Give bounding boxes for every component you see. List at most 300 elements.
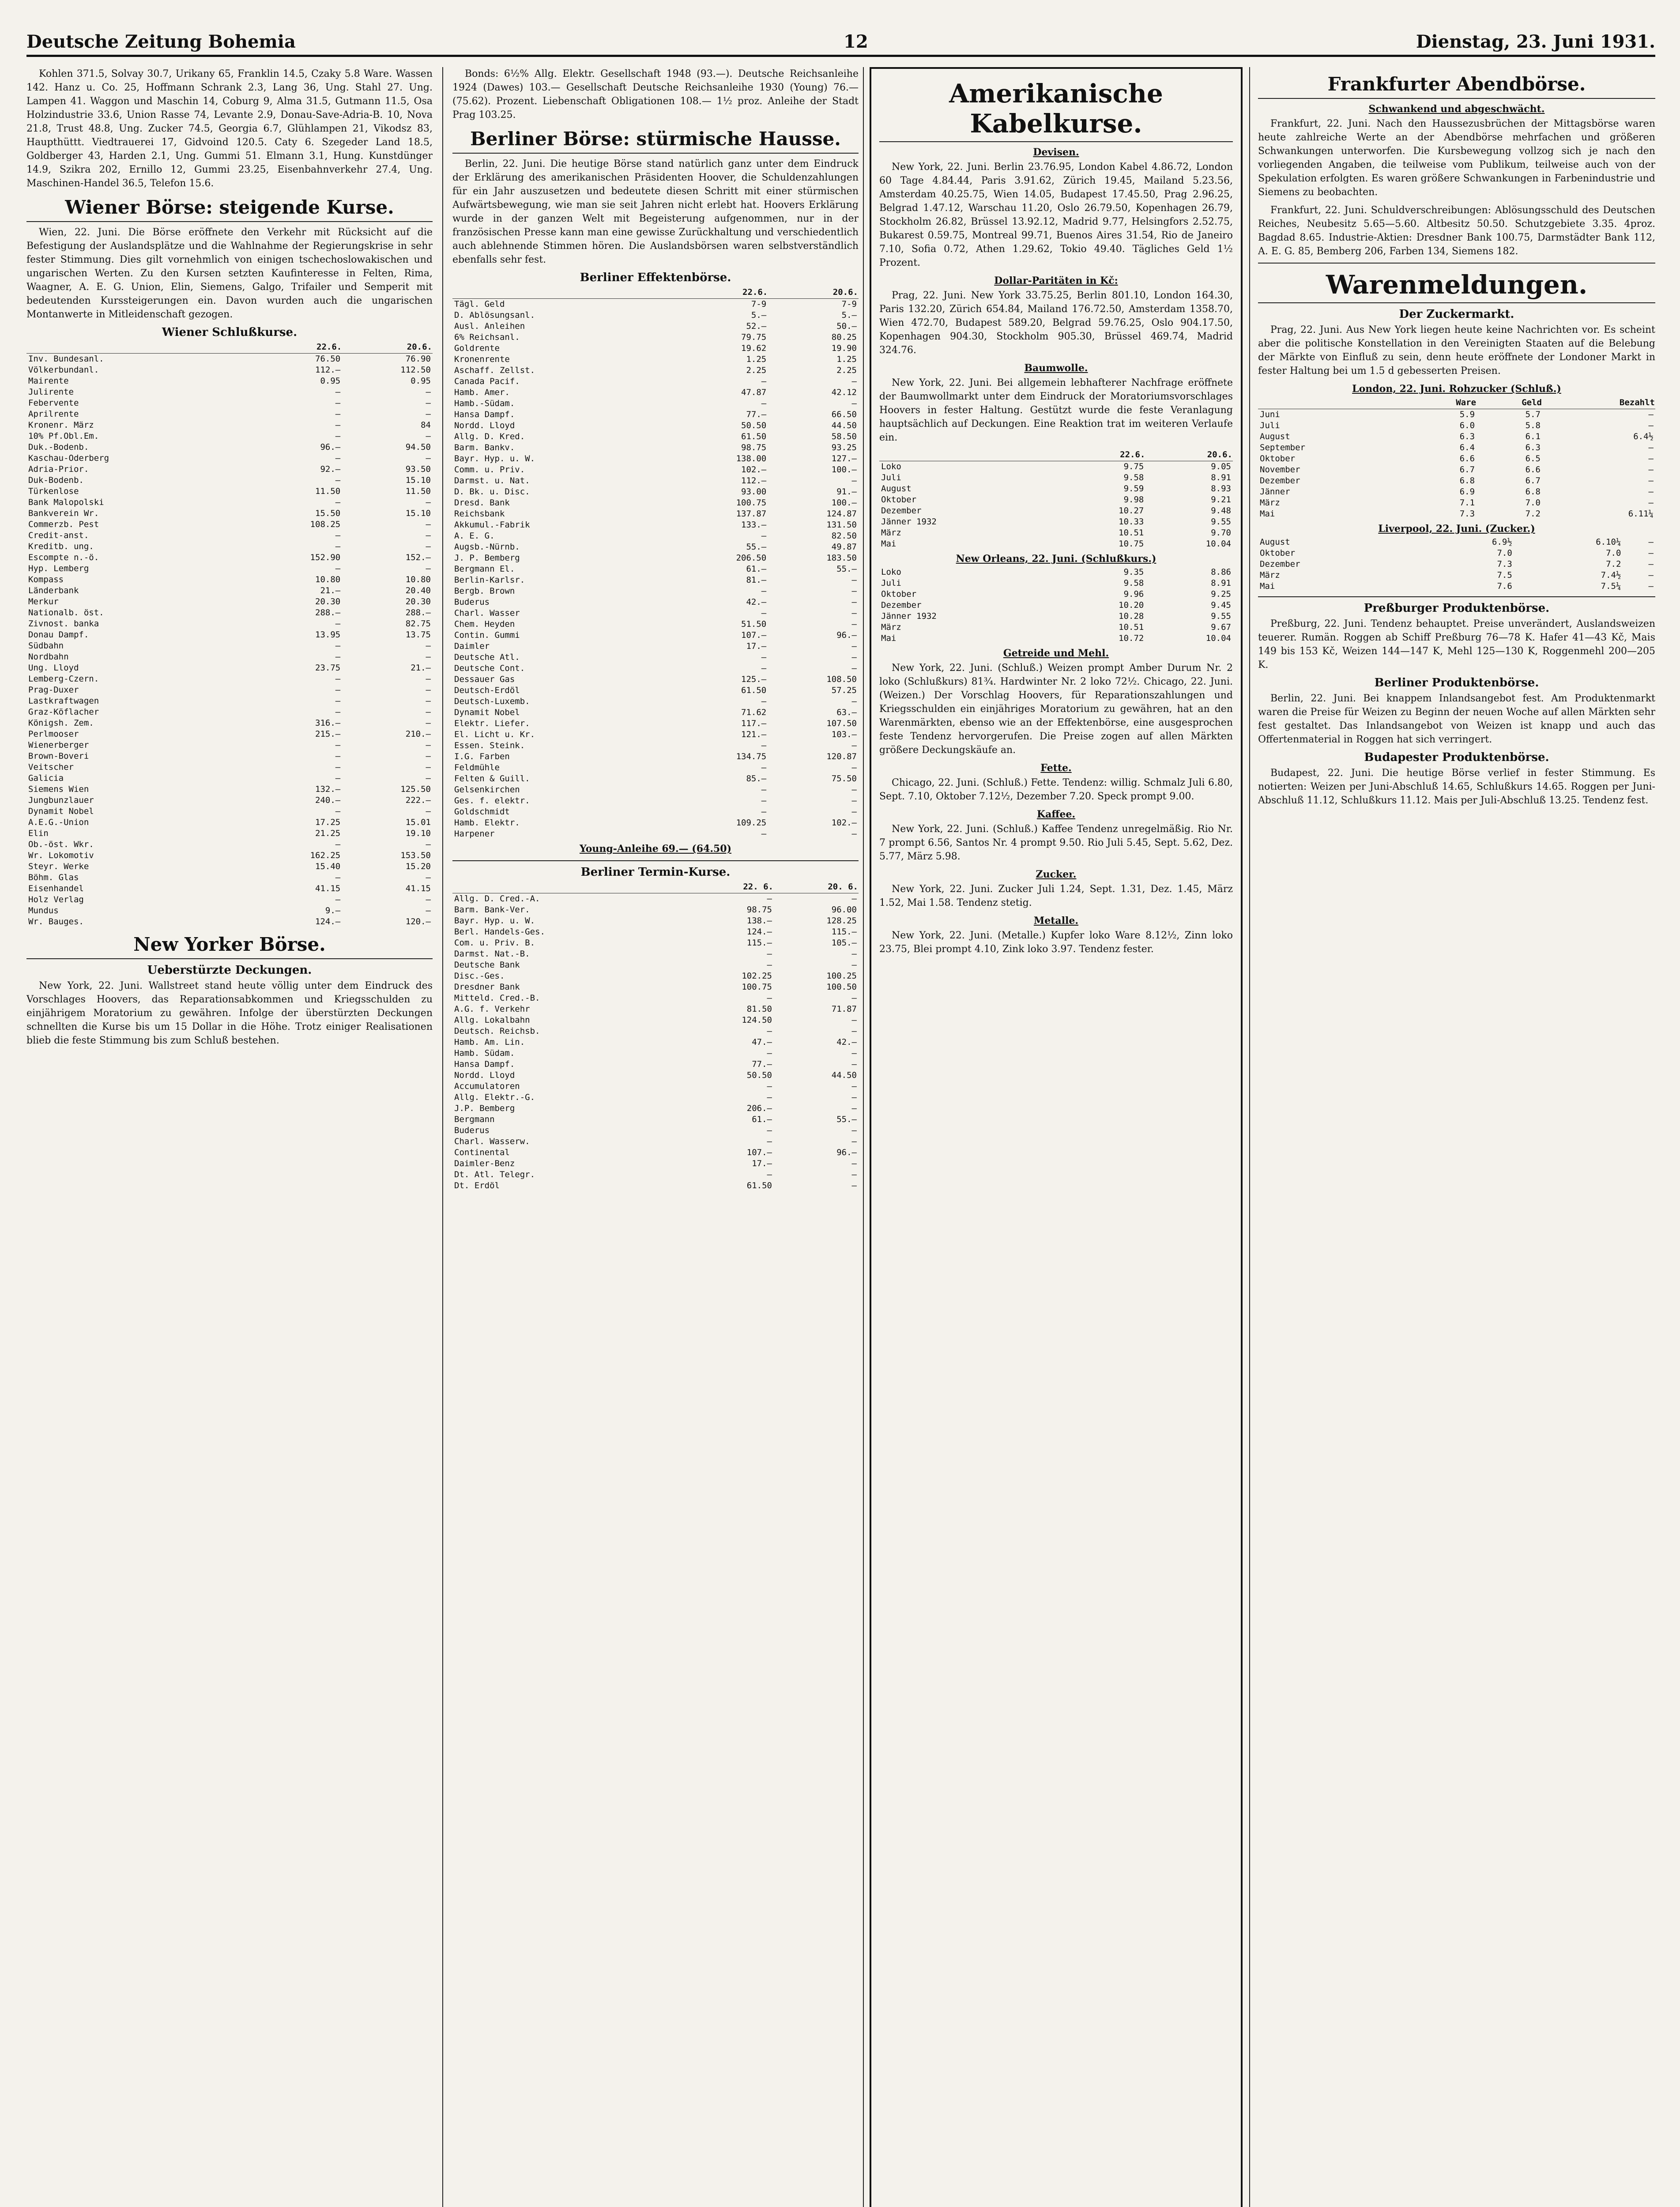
issue-date: Dienstag, 23. Juni 1931. — [1416, 31, 1655, 52]
table-cell: — — [1648, 537, 1654, 547]
berlin-exchange-heading: Berliner Börse: stürmische Hausse. — [452, 128, 859, 154]
table-header-cell — [26, 341, 252, 354]
table-cell: März — [881, 622, 901, 632]
table-cell: Hamb. Elektr. — [454, 818, 520, 828]
table-cell: 9.75 — [1123, 462, 1144, 471]
table-header-cell: 22.6. — [252, 341, 342, 354]
table-cell: Febervente — [28, 398, 79, 408]
table-row — [452, 707, 859, 718]
table-row — [452, 619, 859, 630]
table-cell: Bayr. Hyp. u. W. — [454, 454, 535, 463]
table-cell: 49.87 — [831, 542, 857, 552]
table-row — [1258, 581, 1655, 592]
table-row — [452, 1136, 859, 1147]
table-cell: 7.0 — [1606, 548, 1621, 558]
table-cell: — — [851, 608, 857, 618]
table-cell: — — [851, 1081, 857, 1091]
table-row — [26, 453, 433, 464]
cable-rates-heading: Amerikanische Kabelkurse. — [879, 79, 1233, 142]
table-cell: 107.— — [741, 630, 767, 640]
table-cell: — — [335, 398, 341, 408]
table-cell: 20.30 — [405, 597, 431, 606]
table-cell: 153.50 — [400, 851, 431, 860]
table-row — [452, 674, 859, 685]
table-cell: Kaschau-Oderberg — [28, 453, 109, 463]
table-cell: Dresd. Bank — [454, 498, 510, 508]
table-row — [1258, 548, 1655, 559]
table-row — [26, 585, 433, 596]
table-cell: Graz-Köflacher — [28, 707, 99, 717]
table-cell: 7.5¼ — [1601, 581, 1621, 591]
table-cell: Tägl. Geld — [454, 299, 505, 309]
table-cell: — — [851, 1026, 857, 1036]
table-cell: 98.75 — [746, 905, 772, 915]
london-sugar-table — [1258, 397, 1655, 520]
table-cell: Donau Dampf. — [28, 630, 89, 640]
table-row — [1258, 486, 1655, 497]
table-cell: 61.50 — [746, 1181, 772, 1190]
table-cell: — — [1648, 443, 1654, 452]
table-row — [452, 773, 859, 784]
table-cell: November — [1260, 465, 1300, 475]
table-row — [26, 530, 433, 541]
divider — [1258, 263, 1655, 264]
table-cell: — — [335, 895, 341, 904]
table-cell: Hansa Dampf. — [454, 410, 515, 419]
table-row — [879, 494, 1233, 505]
table-cell: — — [851, 741, 857, 750]
table-cell: 93.25 — [831, 443, 857, 452]
table-cell: 61.— — [746, 564, 767, 574]
table-cell: 103.— — [831, 730, 857, 739]
table-cell: — — [851, 476, 857, 486]
table-cell: — — [426, 696, 431, 706]
table-cell: 7.0 — [1525, 498, 1541, 508]
table-row — [879, 505, 1233, 516]
table-cell: Berl. Handels-Ges. — [454, 927, 545, 937]
table-cell: Deutsche Atl. — [454, 652, 520, 662]
table-cell: Oktober — [1260, 548, 1296, 558]
devisen-text: New York, 22. Juni. Berlin 23.76.95, London Kabel 4.86.72, London 60 Tage 4.84.44, Paris 3.91.62, Zürich 19.45, Mailand 5.23.56, Amsterdam 40.25.75, Wien 14.05, Budapest 17.45.50, Prag 2.96.25, Belgrad 1.47.12, Warschau 11.20, Oslo 26.79.50, Kopenhagen 26.79, Stockholm 26.82, Brüssel 13.92.12, Madrid 9.77, Helsingfors 2.52.75, Bukarest 0.59.75, Montreal 99.71, Buenos Aires 31.54, Rio de Janeiro 7.10, Sofia 0.72, Athen 1.29.62, Tokio 49.40. Tägliches Geld 1½ Prozent. — [879, 162, 1233, 268]
table-cell: 210.— — [405, 729, 431, 739]
table-cell: Dezember — [1260, 559, 1300, 569]
table-cell: — — [335, 740, 341, 750]
table-row — [26, 707, 433, 718]
table-cell: A.E.G.-Union — [28, 817, 89, 827]
table-row — [452, 740, 859, 751]
table-cell: März — [1260, 498, 1280, 508]
table-cell: — — [851, 619, 857, 629]
table-cell: — — [851, 1059, 857, 1069]
table-cell: 107.50 — [826, 719, 857, 728]
vienna-exchange-report: Wien, 22. Juni. Die Börse eröffnete den Verkehr mit Rücksicht auf die Befestigung der Auslandsplätze und die Wahlnahme der Regierungskrise in sehr fester Stimmung. Dies gilt vornehmlich von einigen tschechoslowakischen und ungarischen Werten. Zu den Kursen setzten Kaufinteresse in Felten, Rima, Waagner, A. E. G. Union, Elin, Siemens, Galgo, Trifailer und Semperit mit bedeutenden Kurssteigerungen ein. Davon wurden auch die ungarischen Montanwerte in Mitleidenschaft gezogen. — [26, 227, 433, 320]
table-cell: Berlin-Karlsr. — [454, 575, 525, 585]
table-cell: — — [335, 873, 341, 882]
table-row — [452, 310, 859, 321]
table-cell: 215.— — [315, 729, 341, 739]
table-cell: D. Bk. u. Disc. — [454, 487, 530, 497]
frankfurt-evening-text: Frankfurt, 22. Juni. Nach den Haussezusbrüchen der Mittagsbörse waren heute zahlreiche Werte an der Abendbörse mehrfachen und größeren Schwankungen unterworfen. Die Kursbewegung vollzog sich je nach den vorliegenden Angaben, die teilweise vom Publikum, teilweise auch von der Spekulation erfolgten. Es waren größere Schwankungen in Farbenindustrie und Siemens zu beobachten. — [1258, 118, 1655, 198]
table-row — [452, 597, 859, 608]
table-cell: D. Ablösungsanl. — [454, 310, 535, 320]
table-cell: 131.50 — [826, 520, 857, 530]
table-cell: 19.10 — [405, 829, 431, 838]
table-cell: — — [851, 1181, 857, 1190]
table-cell: 125.— — [741, 674, 767, 684]
table-cell: 5.8 — [1525, 421, 1541, 430]
table-cell: 10.04 — [1205, 633, 1231, 643]
table-cell: — — [1648, 498, 1654, 508]
table-cell: — — [1648, 454, 1654, 463]
table-cell: — — [426, 718, 431, 728]
table-row — [26, 497, 433, 508]
table-cell: Goldrente — [454, 343, 500, 353]
table-cell: — — [1648, 570, 1654, 580]
table-cell: 115.— — [831, 927, 857, 937]
table-cell: Felten & Guill. — [454, 774, 530, 783]
table-cell: — — [335, 696, 341, 706]
table-row — [26, 596, 433, 607]
table-row — [26, 519, 433, 530]
table-cell: Dt. Atl. Telegr. — [454, 1170, 535, 1179]
table-cell: Mitteld. Cred.-B. — [454, 993, 540, 1003]
table-cell: Com. u. Priv. B. — [454, 938, 535, 948]
table-cell: 20.40 — [405, 586, 431, 595]
table-cell: — — [426, 652, 431, 662]
table-cell: 7.5 — [1497, 570, 1512, 580]
table-row — [26, 762, 433, 773]
table-cell: — — [1648, 465, 1654, 475]
table-cell: 100.50 — [826, 982, 857, 992]
table-cell: 10.04 — [1205, 539, 1231, 549]
table-row — [452, 343, 859, 354]
table-cell: 50.50 — [741, 421, 767, 430]
table-cell: Aschaff. Zellst. — [454, 365, 535, 375]
table-row — [452, 938, 859, 949]
berlin-termin-table — [452, 881, 859, 1191]
table-row — [452, 365, 859, 376]
liverpool-sugar-label: Liverpool, 22. Juni. (Zucker.) — [1378, 523, 1535, 535]
table-row — [452, 685, 859, 696]
table-cell: 152.90 — [310, 553, 341, 562]
table-cell: 96.— — [836, 630, 857, 640]
table-cell: 1.25 — [746, 354, 767, 364]
table-row — [26, 354, 433, 365]
table-cell: 15.10 — [405, 475, 431, 485]
table-cell: 76.90 — [405, 354, 431, 364]
table-cell: 7.0 — [1497, 548, 1512, 558]
table-cell: 124.50 — [742, 1015, 772, 1025]
table-cell: 316.— — [315, 718, 341, 728]
table-cell: Bergmann El. — [454, 564, 515, 574]
table-row — [26, 563, 433, 574]
table-row — [26, 883, 433, 894]
table-row — [452, 376, 859, 387]
table-cell: Darmst. u. Nat. — [454, 476, 530, 486]
table-cell: 5.9 — [1459, 410, 1475, 419]
grain-text: New York, 22. Juni. (Schluß.) Weizen prompt Amber Durum Nr. 2 loko (Schlußkurs) 81¾. Hardwinter Nr. 2 loko 72½. Chicago, 22. Juni. (Weizen.) Der Vorschlag Hoovers, für Reparationszahlungen und Kriegsschulden ein einjähriges Moratorium zu gewähren, hat an den Warenmärkten, ebenso wie an der Effektenbörse, eine ausgesprochen feste Tendenz hervorgerufen. Die Preise zogen auf allen Märkten größere Deckungskäufe an. — [879, 663, 1233, 756]
table-cell: 6.4½ — [1633, 432, 1654, 441]
table-row — [452, 993, 859, 1004]
table-row — [879, 611, 1233, 622]
table-row — [26, 663, 433, 674]
table-cell: — — [761, 807, 767, 817]
table-cell: 9.55 — [1211, 611, 1231, 621]
table-cell: Wr. Lokomotiv — [28, 851, 94, 860]
table-cell: — — [761, 608, 767, 618]
table-cell: 138.00 — [736, 454, 767, 463]
table-cell: Charl. Wasserw. — [454, 1137, 530, 1146]
table-row — [452, 663, 859, 674]
table-cell: 42.— — [836, 1037, 857, 1047]
table-cell: — — [335, 806, 341, 816]
divider — [452, 860, 859, 861]
masthead — [26, 26, 1655, 57]
table-cell: 6.8 — [1459, 476, 1475, 486]
table-cell: 7-9 — [751, 299, 767, 309]
table-cell: Kronenr. März — [28, 420, 94, 430]
table-cell: Oktober — [881, 589, 917, 599]
table-cell: — — [851, 1015, 857, 1025]
table-cell: — — [1648, 476, 1654, 486]
table-row — [452, 354, 859, 365]
table-cell: 105.— — [831, 938, 857, 948]
metals-text: New York, 22. Juni. (Metalle.) Kupfer loko Ware 8.12½, Zinn loko 23.75, Blei prompt 4.10, Zink loko 3.97. Tendenz fester. — [879, 930, 1233, 955]
table-cell: Kreditb. ung. — [28, 542, 94, 551]
table-cell: 120.— — [405, 917, 431, 926]
frankfurt-evening-heading: Frankfurter Abendbörse. — [1258, 73, 1655, 99]
table-cell: 6.11¼ — [1628, 509, 1654, 519]
table-cell: 121.— — [741, 730, 767, 739]
table-cell: 7.2 — [1525, 509, 1541, 519]
table-cell: Loko — [881, 567, 901, 577]
table-header-cell: 20. 6. — [774, 881, 859, 893]
table-row — [26, 872, 433, 883]
table-row — [452, 926, 859, 938]
table-cell: 6.6 — [1459, 454, 1475, 463]
table-cell: Bankverein Wr. — [28, 508, 99, 518]
table-cell: — — [335, 619, 341, 629]
table-cell: — — [851, 807, 857, 817]
table-cell: — — [851, 1126, 857, 1135]
table-cell: 10.75 — [1119, 539, 1144, 549]
table-row — [879, 472, 1233, 483]
table-cell: 108.50 — [826, 674, 857, 684]
coffee-text: New York, 22. Juni. (Schluß.) Kaffee Tendenz unregelmäßig. Rio Nr. 7 prompt 6.56, Santos Nr. 4 prompt 9.50. Rio Juli 5.45, Sept. 5.62, Dez. 5.77, März 5.98. — [879, 824, 1233, 862]
table-cell: 0.95 — [411, 376, 431, 386]
new-orleans-table — [879, 567, 1233, 644]
table-cell: 6.3 — [1459, 432, 1475, 441]
column-3-cable-rates — [870, 67, 1243, 2207]
table-cell: Dezember — [881, 600, 922, 610]
table-cell: Comm. u. Priv. — [454, 465, 525, 475]
table-cell: 75.50 — [831, 774, 857, 783]
table-cell: — — [426, 497, 431, 507]
table-cell: 132.— — [315, 784, 341, 794]
table-row — [452, 641, 859, 652]
table-row — [1258, 537, 1655, 548]
column-1 — [26, 67, 433, 2207]
table-cell: 44.50 — [831, 421, 857, 430]
table-cell: 96.00 — [831, 905, 857, 915]
table-cell: A.G. f. Verkehr — [454, 1004, 530, 1014]
table-cell: Dresdner Bank — [454, 982, 520, 992]
table-cell: — — [335, 497, 341, 507]
table-row — [452, 575, 859, 586]
table-cell: 93.50 — [405, 464, 431, 474]
table-row — [1258, 453, 1655, 464]
table-cell: Mai — [1260, 581, 1275, 591]
table-cell: 9.48 — [1211, 506, 1231, 516]
sugar-market-heading: Der Zuckermarkt. — [1399, 308, 1514, 321]
table-row — [452, 893, 859, 905]
table-row — [26, 464, 433, 475]
table-cell: 102.— — [741, 465, 767, 475]
table-cell: Juli — [1260, 421, 1280, 430]
table-cell: 10.80 — [315, 575, 341, 584]
table-row — [879, 600, 1233, 611]
table-cell: 152.— — [405, 553, 431, 562]
table-cell: 7-9 — [841, 299, 857, 309]
table-row — [452, 553, 859, 564]
table-cell: — — [426, 453, 431, 463]
table-cell: 8.91 — [1211, 578, 1231, 588]
table-cell: Jänner 1932 — [881, 517, 937, 527]
table-cell: 120.87 — [826, 752, 857, 761]
table-row — [879, 578, 1233, 589]
table-cell: — — [761, 663, 767, 673]
table-cell: — — [335, 641, 341, 651]
table-cell: Akkumul.-Fabrik — [454, 520, 530, 530]
table-cell: Nordd. Lloyd — [454, 1070, 515, 1080]
table-row — [879, 633, 1233, 644]
table-cell: Canada Pacif. — [454, 377, 520, 386]
table-cell: — — [851, 652, 857, 662]
table-row — [26, 806, 433, 817]
table-cell: — — [851, 597, 857, 607]
table-cell: — — [335, 685, 341, 695]
table-cell: — — [426, 542, 431, 551]
table-cell: — — [426, 685, 431, 695]
table-cell: Elin — [28, 829, 49, 838]
young-loan-note: Young-Anleihe 69.— (64.50) — [579, 843, 732, 855]
table-cell: — — [851, 1170, 857, 1179]
table-row — [1258, 442, 1655, 453]
table-cell: Mairente — [28, 376, 69, 386]
table-header-cell: 20.6. — [342, 341, 433, 354]
table-cell: Zivnost. banka — [28, 619, 99, 629]
table-row — [26, 541, 433, 552]
table-cell: 288.— — [315, 608, 341, 618]
table-cell: — — [851, 1104, 857, 1113]
table-cell: Türkenlose — [28, 486, 79, 496]
table-cell: Darmst. Nat.-B. — [454, 949, 530, 959]
table-row — [452, 762, 859, 773]
table-cell: Merkur — [28, 597, 59, 606]
table-cell: 0.95 — [320, 376, 341, 386]
table-row — [452, 475, 859, 486]
table-row — [452, 387, 859, 398]
table-row — [26, 773, 433, 784]
table-cell: Juli — [881, 473, 901, 482]
table-cell: 41.15 — [405, 884, 431, 893]
table-cell: 240.— — [315, 795, 341, 805]
table-row — [1258, 508, 1655, 520]
table-cell: 10.20 — [1119, 600, 1144, 610]
table-header-cell — [452, 881, 689, 893]
table-cell: Juni — [1260, 410, 1280, 419]
table-row — [879, 483, 1233, 494]
table-cell: — — [335, 840, 341, 849]
table-cell: 102.25 — [742, 971, 772, 981]
table-cell: Duk-Bodenb. — [28, 475, 84, 485]
table-cell: — — [335, 542, 341, 551]
table-cell: 6.10¼ — [1596, 537, 1621, 547]
table-row — [452, 1037, 859, 1048]
table-row — [452, 915, 859, 926]
table-cell: 6.4 — [1459, 443, 1475, 452]
table-cell: Commerzb. Pest — [28, 520, 99, 529]
table-cell: Duk.-Bodenb. — [28, 442, 89, 452]
fats-heading: Fette. — [1040, 762, 1072, 774]
table-cell: — — [851, 697, 857, 706]
table-cell: August — [881, 484, 912, 493]
table-row — [26, 894, 433, 905]
table-header-cell — [452, 286, 678, 299]
table-cell: — — [851, 796, 857, 806]
table-cell: 21.25 — [315, 829, 341, 838]
table-cell: Credit-anst. — [28, 531, 89, 540]
table-cell: Bayr. Hyp. u. W. — [454, 916, 535, 926]
table-row — [879, 589, 1233, 600]
table-row — [452, 542, 859, 553]
table-row — [452, 520, 859, 531]
table-cell: — — [426, 564, 431, 573]
table-cell: 17.— — [752, 1159, 772, 1168]
table-row — [452, 1026, 859, 1037]
table-row — [452, 1180, 859, 1191]
table-row — [26, 420, 433, 431]
table-cell: 9.70 — [1211, 528, 1231, 538]
table-cell: 71.62 — [741, 708, 767, 717]
table-cell: 9.21 — [1211, 495, 1231, 505]
table-cell: 5.— — [751, 310, 767, 320]
table-row — [26, 718, 433, 729]
table-cell: J. P. Bemberg — [454, 553, 520, 563]
table-cell: 76.50 — [315, 354, 341, 364]
table-cell: Veitscher — [28, 762, 74, 772]
table-row — [452, 1092, 859, 1103]
table-row — [452, 630, 859, 641]
table-cell: Allg. Elektr.-G. — [454, 1092, 535, 1102]
table-row — [452, 497, 859, 508]
table-row — [452, 784, 859, 795]
table-cell: — — [335, 564, 341, 573]
table-cell: Disc.-Ges. — [454, 971, 505, 981]
table-cell: Escompte n.-ö. — [28, 553, 99, 562]
table-cell: Perlmooser — [28, 729, 79, 739]
sugar-market-text: Prag, 22. Juni. Aus New York liegen heute keine Nachrichten vor. Es scheint aber die politische Konstellation in den Vereinigten Staaten auf die Belebung der Märkte von Einfluß zu sein, denn heute eröffnete der Londoner Markt in fester Haltung bei um 1.5 d gebesserten Preisen. — [1258, 324, 1655, 377]
table-cell: 7.2 — [1606, 559, 1621, 569]
table-cell: — — [335, 762, 341, 772]
table-row — [26, 839, 433, 850]
bonds-text: Bonds: 6½% Allg. Elektr. Gesellschaft 1948 (93.—). Deutsche Reichsanleihe 1924 (Dawes) 103.— Gesellschaft Deutsche Reichsanleihe 1930 (Young) 76.— (75.62). Prozent. Liebenschaft Obligationen 108.— 1½ proz. Anleihe der Stadt Prag 103.25. — [452, 68, 859, 121]
table-cell: 81.50 — [746, 1004, 772, 1014]
table-cell: 19.62 — [741, 343, 767, 353]
table-cell: A. E. G. — [454, 531, 495, 541]
table-header-cell: Bezahlt — [1542, 397, 1655, 409]
table-cell: 138.— — [746, 916, 772, 926]
